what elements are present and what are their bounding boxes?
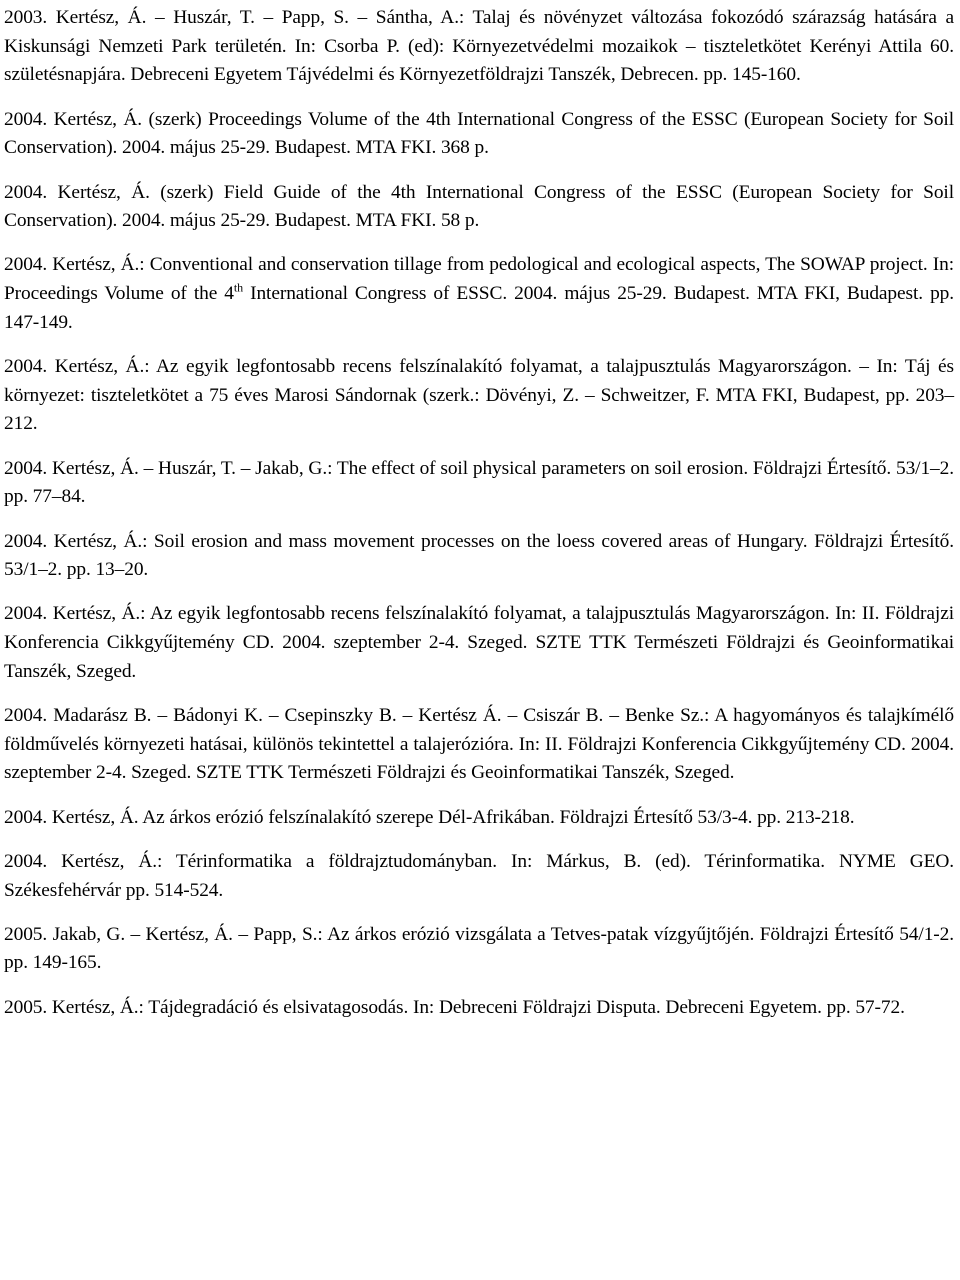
reference-entry (4, 994, 954, 1023)
reference-entry (4, 702, 954, 788)
reference-text: 2004. Kertész, Á. – Huszár, T. – Jakab, G.: The effect of soil physical parameters on soil erosion. Földrajzi Értesítő. 53/1–2. pp. 77–84. (4, 457, 954, 508)
reference-entry (4, 353, 954, 439)
reference-text: 2003. Kertész, Á. – Huszár, T. – Papp, S. – Sántha, A.: Talaj és növényzet változása fokozódó szárazság hatására a Kiskunsági Nemzeti Park területén. In: Csorba P. (ed): Környezetvédelmi mozaikok – tiszteletkötet Kerényi Attila 60. születésnapjára. Debreceni Egyetem Tájvédelmi és Környezetföldrajzi Tanszék, Debrecen. pp. 145-160. (4, 7, 954, 86)
reference-text: 2004. Kertész, Á.: Soil erosion and mass movement processes on the loess covered areas of Hungary. Földrajzi Értesítő. 53/1–2. pp. 13–20. (4, 530, 954, 581)
reference-entry (4, 251, 954, 337)
reference-text-part: 2004. Kertész, Á.: Conventional and conservation tillage from pedological and ecological aspects, The SOWAP project. In: Proceedings Volume of the 4 (4, 254, 954, 305)
reference-entry (4, 106, 954, 163)
reference-entry (4, 455, 954, 512)
reference-text: 2004. Kertész, Á.: Az egyik legfontosabb recens felszínalakító folyamat, a talajpusztulás Magyarországon. In: II. Földrajzi Konferencia Cikkgyűjtemény CD. 2004. szeptember 2-4. Szeged. SZTE TTK Természeti Földrajzi és Geoinformatikai Tanszék, Szeged. (4, 603, 954, 682)
reference-text: 2004. Kertész, Á.: Térinformatika a földrajztudományban. In: Márkus, B. (ed). Térinformatika. NYME GEO. Székesfehérvár pp. 514-524. (4, 850, 954, 901)
reference-text: 2004. Madarász B. – Bádonyi K. – Csepinszky B. – Kertész Á. – Csiszár B. – Benke Sz.: A hagyományos és talajkímélő földművelés környezeti hatásai, különös tekintettel a talajerózióra. In: II. Földrajzi Konferencia Cikkgyűjtemény CD. 2004. szeptember 2-4. Szeged. SZTE TTK Természeti Földrajzi és Geoinformatikai Tanszék, Szeged. (4, 705, 954, 784)
reference-text: 2005. Kertész, Á.: Tájdegradáció és elsivatagosodás. In: Debreceni Földrajzi Disputa. Debreceni Egyetem. pp. 57-72. (4, 996, 905, 1018)
reference-text: 2004. Kertész, Á.: Az egyik legfontosabb recens felszínalakító folyamat, a talajpusztulás Magyarországon. – In: Táj és környezet: tiszteletkötet a 75 éves Marosi Sándornak (szerk.: Dövényi, Z. – Schweitzer, F. MTA FKI, Budapest, pp. 203–212. (4, 356, 954, 435)
ordinal-superscript: th (233, 280, 244, 295)
reference-entry (4, 921, 954, 978)
reference-entry (4, 528, 954, 585)
reference-text: 2005. Jakab, G. – Kertész, Á. – Papp, S.: Az árkos erózió vizsgálata a Tetves-patak vízgyűjtőjén. Földrajzi Értesítő 54/1-2. pp. 149-165. (4, 923, 954, 974)
reference-entry (4, 600, 954, 686)
reference-text: 2004. Kertész, Á. (szerk) Field Guide of the 4th International Congress of the ESSC (European Society for Soil Conservation). 2004. május 25-29. Budapest. MTA FKI. 58 p. (4, 181, 954, 232)
reference-entry (4, 804, 954, 833)
reference-entry (4, 848, 954, 905)
reference-text: 2004. Kertész, Á. (szerk) Proceedings Volume of the 4th International Congress of the ESSC (European Society for Soil Conservation). 2004. május 25-29. Budapest. MTA FKI. 368 p. (4, 108, 954, 159)
reference-text-part: International Congress of ESSC. 2004. május 25-29. Budapest. MTA FKI, Budapest. pp. 147-149. (4, 283, 955, 333)
reference-entry (4, 4, 954, 90)
reference-entry (4, 179, 954, 236)
reference-text: 2004. Kertész, Á. Az árkos erózió felszínalakító szerepe Dél-Afrikában. Földrajzi Értesítő 53/3-4. pp. 213-218. (4, 806, 855, 828)
